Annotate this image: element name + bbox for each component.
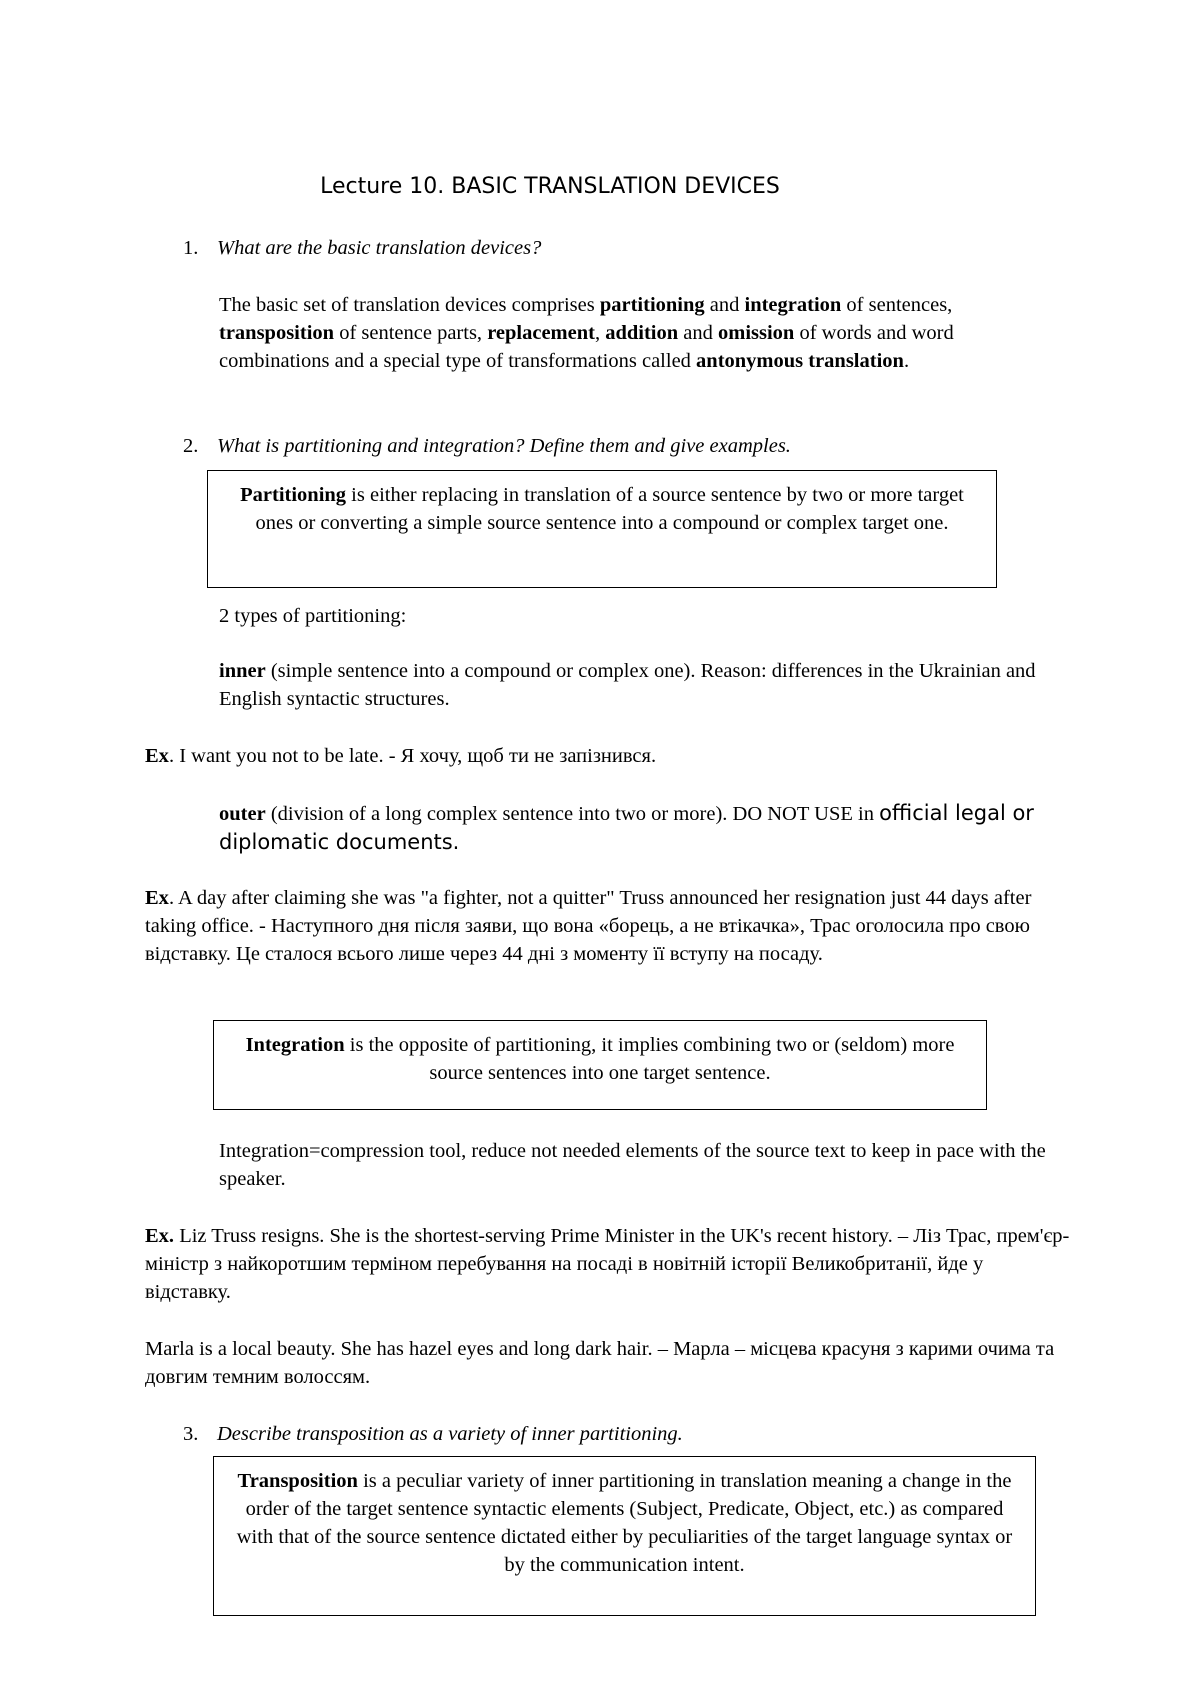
text-run: official legal or diplomatic documents. (219, 801, 1034, 854)
example-4: Marla is a local beauty. She has hazel eyes and long dark hair. – Марла – місцева красуня з карими очима та довгим темним волоссям. (145, 1338, 1055, 1388)
page-title: Lecture 10. BASIC TRANSLATION DEVICES (320, 174, 780, 199)
question-number: 3. (183, 1423, 199, 1445)
text-run: of sentences, (841, 294, 953, 316)
question-text: What is partitioning and integration? Define them and give examples. (217, 435, 791, 457)
bold-term: omission (718, 322, 795, 344)
question-text: What are the basic translation devices? (217, 237, 542, 259)
bold-term: Transposition (237, 1470, 358, 1492)
text-run: (division of a long complex sentence into two or more). DO NOT USE in (265, 803, 880, 825)
bold-term: Partitioning (240, 484, 347, 506)
paragraph-devices (219, 291, 1049, 375)
example-2 (145, 884, 1045, 968)
question-1 (183, 234, 1043, 262)
definition-box-integration (213, 1020, 987, 1110)
bold-term: outer (219, 803, 266, 825)
bold-term: replacement (487, 322, 595, 344)
definition-box-partitioning (207, 470, 997, 588)
integration-note: Integration=compression tool, reduce not needed elements of the source text to keep in pace with the speaker. (219, 1140, 1046, 1190)
text-run: , (594, 322, 606, 344)
inner-partitioning (219, 657, 1059, 713)
question-number: 1. (183, 237, 199, 259)
text-run: of words and word combinations and a special type of transformations called (219, 322, 954, 372)
text-run: (simple sentence into a compound or complex one). Reason: differences in the Ukrainian and English syntactic structures. (219, 660, 1036, 710)
text-run: of sentence parts, (334, 322, 488, 344)
question-text: Describe transposition as a variety of inner partitioning. (217, 1423, 683, 1445)
example-text: . I want you not to be late. - Я хочу, щоб ти не запізнився. (168, 745, 657, 767)
question-3 (183, 1420, 1063, 1448)
text-run: The basic set of translation devices comprises (219, 294, 600, 316)
example-label: Ex. (145, 1225, 175, 1247)
bold-term: partitioning (599, 294, 705, 316)
definition-box-transposition (213, 1456, 1036, 1616)
bold-term: inner (219, 660, 266, 682)
types-line: 2 types of partitioning: (219, 605, 407, 627)
definition-text: is the opposite of partitioning, it implies combining two or (seldom) more source sentences into one target sentence. (344, 1034, 955, 1084)
example-text: . A day after claiming she was "a fighter, not a quitter" Truss announced her resignation just 44 days after taking office. - Наступного дня після заяви, що вона «борець, а не втікачка», Трас оголосила про свою відставку. Це сталося всього лише через 44 дні з моменту її вступу на посаду. (145, 887, 1032, 965)
outer-partitioning (219, 799, 1059, 857)
text-run: and (704, 294, 745, 316)
bold-term: transposition (219, 322, 335, 344)
definition-text: is a peculiar variety of inner partitioning in translation meaning a change in the order of the target sentence syntactic elements (Subject, Predicate, Object, etc.) as compared with that of the source sentence dictated either by peculiarities of the target language syntax or by the communication intent. (236, 1470, 1013, 1576)
text-run: and (678, 322, 718, 344)
example-label: Ex (145, 745, 169, 767)
definition-text: is either replacing in translation of a source sentence by two or more target ones or converting a simple source sentence into a compound or complex target one. (255, 484, 964, 534)
example-text: Liz Truss resigns. She is the shortest-serving Prime Minister in the UK's recent history. – Ліз Трас, прем'єр-міністр з найкоротшим терміном перебування на посаді в новітній історії Великобританії, йде у відставку. (145, 1225, 1070, 1303)
bold-term: addition (605, 322, 679, 344)
example-1 (145, 742, 1065, 770)
bold-term: integration (744, 294, 842, 316)
bold-term: antonymous translation (696, 350, 904, 372)
example-3 (145, 1222, 1070, 1306)
bold-term: Integration (245, 1034, 345, 1056)
text-run: . (903, 350, 910, 372)
question-number: 2. (183, 435, 199, 457)
question-2 (183, 432, 1063, 460)
example-label: Ex (145, 887, 169, 909)
